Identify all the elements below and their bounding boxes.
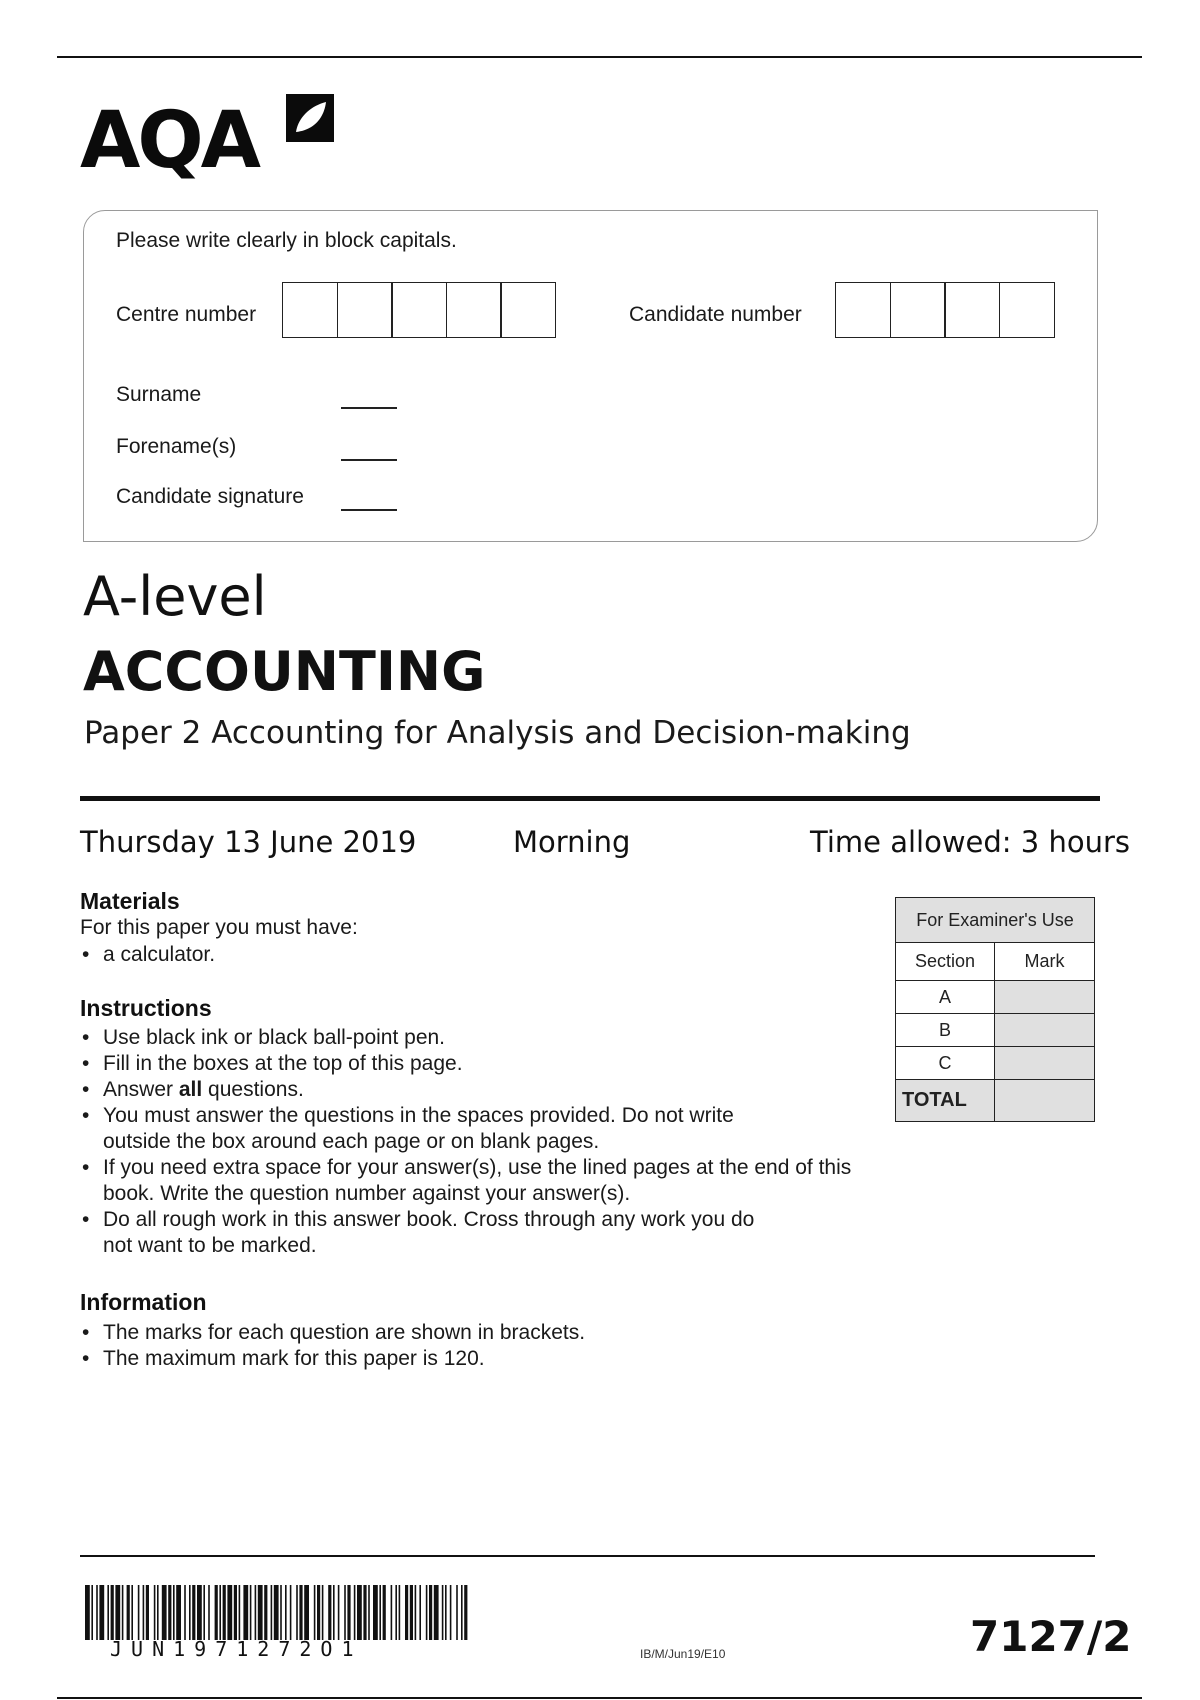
barcode-bar: [290, 1585, 292, 1640]
barcode-bar: [354, 1585, 356, 1640]
barcode-bar: [299, 1585, 302, 1640]
section-cell: B: [896, 1014, 995, 1047]
barcode-bar: [391, 1585, 393, 1640]
list-item: • Use black ink or black ball-point pen.: [80, 1025, 880, 1051]
centre-number-boxes[interactable]: [282, 282, 556, 338]
barcode-bar: [464, 1585, 467, 1640]
barcode-bar: [399, 1585, 401, 1640]
barcode-bar: [234, 1585, 237, 1640]
barcode-bar: [143, 1585, 145, 1640]
aqa-logo: [80, 88, 350, 188]
barcode-bar: [227, 1585, 232, 1640]
list-item: • You must answer the questions in the spaces provided. Do not write outside the box around each page or on blank pages.: [80, 1103, 783, 1155]
barcode-bar: [197, 1585, 202, 1640]
barcode-bar: [243, 1585, 248, 1640]
barcode-bar: [255, 1585, 257, 1640]
barcode-bar: [271, 1585, 273, 1640]
footer-rule: [80, 1555, 1095, 1557]
barcode-bar: [373, 1585, 378, 1640]
forenames-label: Forename(s): [116, 435, 237, 458]
exam-date: Thursday 13 June 2019: [80, 825, 417, 859]
barcode-bar: [296, 1585, 298, 1640]
barcode-bar: [274, 1585, 279, 1640]
list-item: • If you need extra space for your answer(s), use the lined pages at the end of this book. Write the question number against your answer(s).: [80, 1155, 883, 1207]
barcode-bar: [96, 1585, 98, 1640]
barcode-bar: [223, 1585, 226, 1640]
section-column-header: Section: [896, 943, 995, 981]
barcode-bar: [434, 1585, 439, 1640]
answer-all-bold: all: [178, 1078, 203, 1101]
barcode-bar: [219, 1585, 221, 1640]
barcode-bar: [115, 1585, 120, 1640]
barcode-bar: [445, 1585, 447, 1640]
materials-heading: Materials: [80, 888, 180, 914]
barcode-bar: [357, 1585, 362, 1640]
mark-cell: [995, 1047, 1095, 1080]
information-heading: Information: [80, 1289, 207, 1315]
centre-digit-box[interactable]: [337, 282, 393, 338]
barcode-bar: [317, 1585, 320, 1640]
centre-digit-box[interactable]: [446, 282, 502, 338]
barcode-bar: [146, 1585, 149, 1640]
barcode-bar: [442, 1585, 444, 1640]
barcode-bar: [91, 1585, 93, 1640]
exam-session: Morning: [513, 825, 631, 859]
centre-digit-box[interactable]: [282, 282, 338, 338]
paper-code: 7127/2: [970, 1612, 1132, 1661]
barcode-bar: [99, 1585, 104, 1640]
barcode-bar: [347, 1585, 350, 1640]
barcode-bar: [258, 1585, 263, 1640]
paper-title: Paper 2 Accounting for Analysis and Decision-making: [84, 715, 911, 751]
time-allowed: Time allowed: 3 hours: [810, 825, 1130, 859]
logo-text: AQA: [80, 96, 259, 186]
list-item: • Fill in the boxes at the top of this page.: [80, 1051, 880, 1077]
barcode-bar: [162, 1585, 167, 1640]
signature-field[interactable]: [341, 509, 397, 511]
barcode-bar: [280, 1585, 282, 1640]
materials-list: [80, 942, 880, 968]
barcode-bar: [419, 1585, 421, 1640]
barcode-bar: [173, 1585, 175, 1640]
candidate-digit-box[interactable]: [999, 282, 1055, 338]
instructions-heading: Instructions: [80, 995, 212, 1021]
centre-digit-box[interactable]: [391, 282, 447, 338]
qualification-level: A-level: [83, 565, 267, 628]
barcode-digits: JUN1971272O1: [110, 1637, 363, 1661]
barcode-bar: [184, 1585, 186, 1640]
barcode-bar: [338, 1585, 340, 1640]
candidate-digit-box[interactable]: [944, 282, 1000, 338]
examiner-table-title: For Examiner's Use: [896, 898, 1095, 943]
barcode-bar: [461, 1585, 463, 1640]
barcode-bar: [456, 1585, 458, 1640]
candidate-digit-box[interactable]: [835, 282, 891, 338]
candidate-digit-box[interactable]: [890, 282, 946, 338]
leaf-icon: [280, 88, 340, 148]
reference-code: IB/M/Jun19/E10: [640, 1647, 726, 1661]
barcode-bar: [304, 1585, 309, 1640]
examiner-use-table: [895, 897, 1095, 1122]
barcode-bar: [138, 1585, 140, 1640]
barcode-bar: [264, 1585, 267, 1640]
subject-title: ACCOUNTING: [83, 640, 486, 703]
block-capitals-instruction: Please write clearly in block capitals.: [116, 229, 457, 252]
barcode-bar: [131, 1585, 133, 1640]
barcode-bar: [429, 1585, 432, 1640]
barcode-bar: [314, 1585, 316, 1640]
list-item: • a calculator.: [80, 942, 880, 968]
materials-intro: For this paper you must have:: [80, 916, 358, 939]
barcode-bar: [410, 1585, 413, 1640]
barcode-bar: [215, 1585, 218, 1640]
candidate-number-boxes[interactable]: [835, 282, 1055, 338]
answer-all-post: questions.: [202, 1078, 304, 1101]
list-item: • The maximum mark for this paper is 120.: [80, 1346, 880, 1372]
barcode-bar: [176, 1585, 181, 1640]
candidate-number-label: Candidate number: [629, 303, 802, 326]
forenames-field[interactable]: [341, 459, 397, 461]
top-rule: [57, 56, 1142, 58]
barcode-bar: [250, 1585, 252, 1640]
centre-digit-box[interactable]: [500, 282, 556, 338]
barcode-bar: [239, 1585, 241, 1640]
total-label: TOTAL: [896, 1080, 995, 1122]
information-list: [80, 1320, 880, 1372]
surname-field[interactable]: [341, 407, 397, 409]
list-item: [80, 1077, 880, 1103]
barcode-bar: [415, 1585, 417, 1640]
barcode-bar: [168, 1585, 171, 1640]
centre-number-label: Centre number: [116, 303, 257, 326]
barcode-bar: [328, 1585, 331, 1640]
bottom-rule: [57, 1697, 1142, 1699]
section-cell: A: [896, 981, 995, 1014]
mark-column-header: Mark: [995, 943, 1095, 981]
barcode-bar: [333, 1585, 335, 1640]
title-rule: [80, 796, 1100, 801]
barcode-bar: [111, 1585, 114, 1640]
barcode-bar: [157, 1585, 159, 1640]
barcode-bar: [395, 1585, 397, 1640]
barcode-bar: [405, 1585, 408, 1640]
surname-label: Surname: [116, 383, 202, 406]
barcode-bar: [127, 1585, 130, 1640]
list-item: • Do all rough work in this answer book. Cross through any work you do not want to be marked.: [80, 1207, 783, 1259]
answer-all-pre: Answer: [103, 1078, 179, 1101]
barcode-bar: [154, 1585, 156, 1640]
list-item: • The marks for each question are shown in brackets.: [80, 1320, 880, 1346]
barcode-bar: [379, 1585, 381, 1640]
barcode-bar: [363, 1585, 366, 1640]
barcode-bar: [85, 1585, 90, 1640]
barcode-bar: [192, 1585, 195, 1640]
barcode-bar: [322, 1585, 324, 1640]
barcode-bar: [203, 1585, 205, 1640]
barcode-bar: [189, 1585, 191, 1640]
total-mark-cell: [995, 1080, 1095, 1122]
barcode-bar: [107, 1585, 109, 1640]
mark-cell: [995, 1014, 1095, 1047]
instructions-list: [80, 1025, 880, 1259]
candidate-details-box: [83, 210, 1098, 542]
barcode-bar: [285, 1585, 287, 1640]
barcode-bar: [122, 1585, 124, 1640]
barcode: [85, 1585, 470, 1640]
barcode-bar: [368, 1585, 370, 1640]
barcode-bar: [426, 1585, 428, 1640]
barcode-bar: [208, 1585, 210, 1640]
barcode-bar: [344, 1585, 346, 1640]
mark-cell: [995, 981, 1095, 1014]
barcode-bar: [383, 1585, 386, 1640]
section-cell: C: [896, 1047, 995, 1080]
barcode-bar: [450, 1585, 452, 1640]
signature-label: Candidate signature: [116, 485, 304, 508]
